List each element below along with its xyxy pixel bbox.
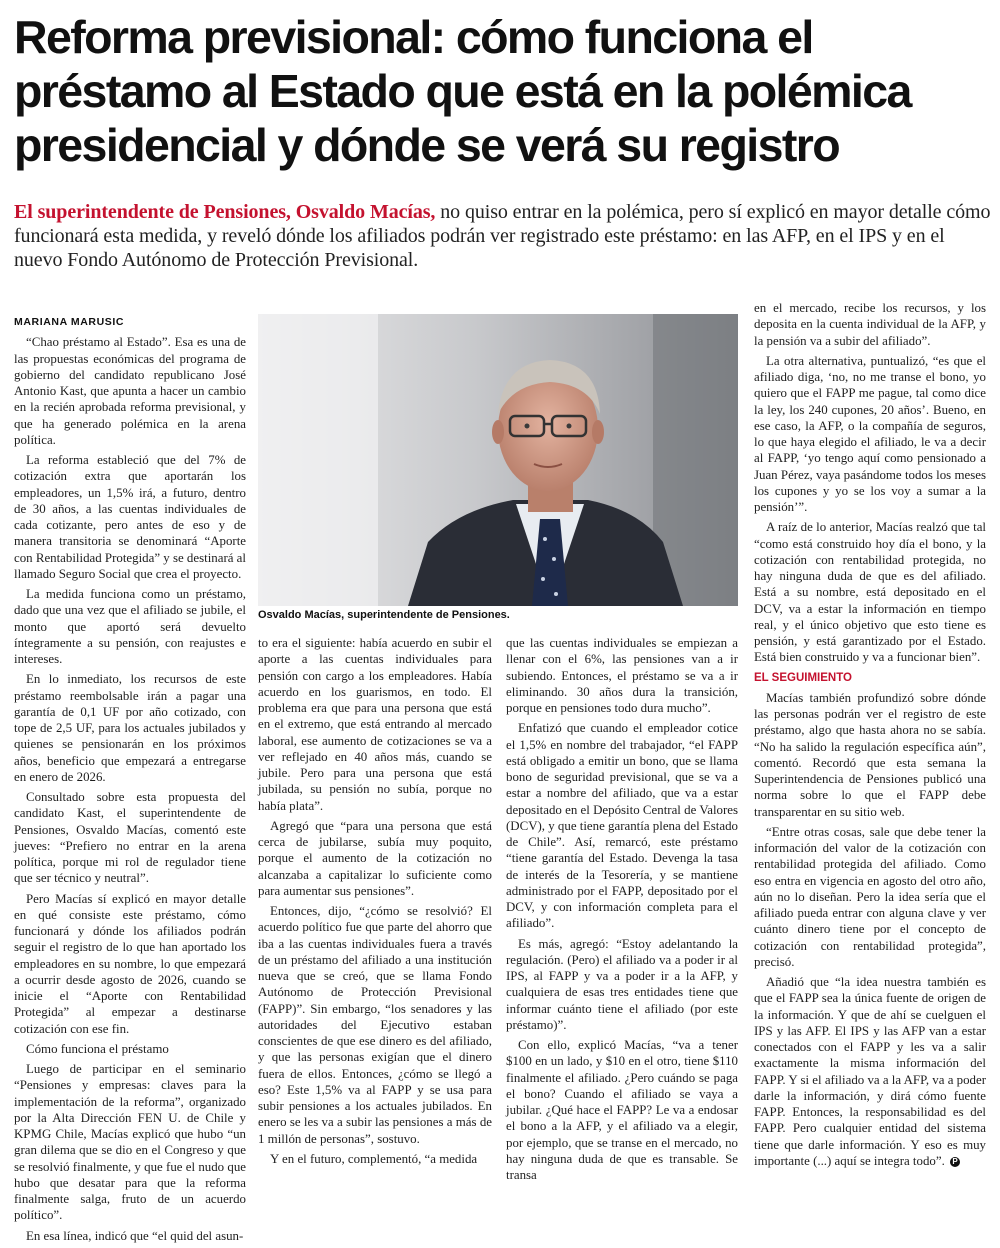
paragraph: Macías también profundizó sobre dónde las personas podrán ver el registro de este préstamo, algo que hasta ahora no se sabía. “No ha salido la regulación específica aún”, comentó. Recordó que esta semana la Superintendencia de Pensiones publicó una norma sobre lo que el FAPP debe transparentar en su sitio web. — [754, 690, 986, 819]
paragraph: Es más, agregó: “Estoy adelantando la regulación. (Pero) el afiliado va a poder ir al IPS, al FAPP y va a poder ir a la AFP, y cualquiera de esas tres entidades tiene que informar cuánto tiene el afiliado (por este préstamo)”. — [506, 936, 738, 1032]
paragraph-text: Añadió que “la idea nuestra también es que el FAPP sea la única fuente de origen de la información. Y que de ahí se cuelguen el IPS y las AFP. El IPS y las AFP van a estar conectados con el FAPP y les va a salir exactamente la misma información del FAPP. Y si el afiliado va a la AFP, va a poder darle la información, y dirá cómo fuente FAPP. Entonces, la responsabilidad es del FAPP. Pero cualquier entidad del sistema tiene que darle información. Y eso es muy importante (...) aquí se integra todo”. — [754, 975, 986, 1168]
paragraph: Enfatizó que cuando el empleador cotice el 1,5% en nombre del trabajador, “el FAPP está obligado a emitir un bono, que se llama bono de seguridad previsional, que se va a estar a nombre del afiliado, que va a estar depositado en el Depósito Central de Valores (DCV), y que tiene garantía plena del Estado de Chile”. Así, remarcó, este préstamo “tiene garantía del Estado. Devenga la tasa de interés de la Tesorería, y se mantiene administrado por el FAPP, depositado por el DCV, y con información completa para el afiliado”. — [506, 721, 738, 931]
paragraph: Agregó que “para una persona que está cerca de jubilarse, subía muy poquito, porque el aumento de la cotización no alcanzaba a capitalizar lo suficiente como para aumentar sus pensiones”. — [258, 818, 492, 898]
paragraph: La reforma estableció que del 7% de cotización extra que aportarán los empleadores, un 1,5% irá, a futuro, dentro de 30 años, a las cuentas individuales de cada cotizante, pero antes de eso y de manera transitoria se denominará “Aporte con Rentabilidad Protegida” y se destinará al llamado Seguro Social que crea el proyecto. — [14, 453, 246, 581]
paragraph: “Chao préstamo al Estado”. Esa es una de las propuestas económicas del programa de gobierno del candidato republicano José Antonio Kast, que apunta a hacer un cambio en la recién aprobada reforma previsional, y que ha generado polémica en la arena política. — [14, 335, 246, 447]
deck-text: no quiso entrar en la polémica, pero sí explicó en mayor detalle cómo funcionará esta medida, y reveló dónde los afiliados podrán ver registrado este préstamo: en las AFP, en el IPS y en el nuevo Fondo Autónomo de Protección Previsional. — [14, 201, 991, 271]
photo-caption: Osvaldo Macías, superintendente de Pensiones. — [258, 609, 510, 621]
paragraph: Pero Macías sí explicó en mayor detalle en qué consiste este préstamo, cómo funcionará y dónde los afiliados podrán seguir el registro de lo que han aportado los empleadores en su nombre, lo que empezará a ocurrir desde agosto de 2026, cuando se inicie el “Aporte con Rentabilidad Protegida” al empezar a destinarse cotización con ese fin. — [14, 891, 246, 1036]
portrait-photo — [258, 314, 738, 606]
column-3 — [506, 635, 738, 1187]
column-2 — [258, 635, 492, 1171]
paragraph: en el mercado, recibe los recursos, y los deposita en la cuenta individual de la AFP, y la pensión va a subir del afiliado”. — [754, 301, 986, 348]
end-mark-icon: P — [950, 1157, 960, 1167]
paragraph: to era el siguiente: había acuerdo en subir el aporte a las cuentas individuales para pensión con cargo a los empleadores. Había acuerdo en los guarismos, en todo. El problema era que para una persona que está en el extremo, que está entrando al mercado laboral, ese aumento de cotizaciones se va a ver reflejado en 40 años más, cuando se jubile. Pero para una persona que está jubilada, su pensión no subía, porque no había plata”. — [258, 636, 492, 813]
paragraph: En lo inmediato, los recursos de este préstamo reembolsable irán a pagar una garantía de 0,1 UF por año cotizado, con tope de 2,5 UF, para los actuales jubilados y quienes se pensionarán en los próximos años, beneficio que empezará a entregarse en enero de 2026. — [14, 672, 246, 784]
portrait-illustration — [258, 314, 738, 606]
paragraph: Consultado sobre esta propuesta del candidato Kast, el superintendente de Pensiones, Osvaldo Macías, comentó este jueves: “Prefiero no entrar en la arena política, porque mi rol de regulador tiene que ser técnico y neutral”. — [14, 790, 246, 886]
paragraph: La medida funciona como un préstamo, dado que una vez que el afiliado se jubile, el monto que aportó será devuelto íntegramente a su pensión, con reajustes e intereses. — [14, 587, 246, 666]
paragraph: Luego de participar en el seminario “Pensiones y empresas: claves para la implementación de la reforma”, organizado por la Alta Dirección FEN U. de Chile y KPMG Chile, Macías explicó que hubo “un gran dilema que se dio en el Congreso y que se resolvió finalmente, y que fue el nudo que hubo que desatar para que la reforma finalmente salga, fruto de un acuerdo político”. — [14, 1062, 246, 1223]
byline: MARIANA MARUSIC — [14, 316, 125, 328]
headline: Reforma previsional: cómo funciona el préstamo al Estado que está en la polémica presidencial y dónde se verá su registro — [14, 11, 911, 171]
deck — [14, 200, 994, 272]
paragraph: Entonces, dijo, “¿cómo se resolvió? El acuerdo político fue que parte del ahorro que iba a las cuentas individuales fuera a través de un préstamo del afiliado a una institución nueva que se creó, que se llama Fondo Autónomo de Protección Previsional (FAPP)”. Sin embargo, “los senadores y las autoridades del Ejecutivo estaban conscientes de que ese dinero es del afiliado, y que las personas exigían que el dinero fuera de ellos. Entonces, ¿cómo se llegó a eso? Este 1,5% va al FAPP y se usa para subir pensiones a los actuales jubilados. En enero se les va a subir las pensiones a más de 1 millón de personas”, sostuvo. — [258, 904, 492, 1146]
paragraph: que las cuentas individuales se empiezan a llenar con el 6%, las pensiones van a ir subiendo. Entonces, el préstamo se va a ir eliminando. 30 años dura la transición, porque en pensiones todo dura mucho”. — [506, 636, 738, 715]
paragraph: La otra alternativa, puntualizó, “es que el afiliado diga, ‘no, no me transe el bono, yo quiero que el FAPP me pague, tal como dice la ley, los 240 cupones, 20 años’. Bueno, en ese caso, la AFP, o la compañía de seguros, lo que haya elegido el afiliado, le va a decir al FAPP, ‘yo tengo aquí como pensionado a Juan Pérez, vaya pasándome todos los meses los cupones y yo se los voy a sumar a la pensión’”. — [754, 353, 986, 514]
paragraph: A raíz de lo anterior, Macías realzó que tal “como está construido hoy día el bono, y la cotización con rentabilidad protegida, no hay ninguna duda de que es del afiliado. Está a su nombre, está depositado en el DCV, va a estar la información en tiempo real, y el único objetivo que esto tiene es pensión, y está garantizado por el Estado. Está bien construido y va a funcionar bien”. — [754, 520, 986, 665]
column-4 — [754, 300, 986, 1173]
column-1 — [14, 314, 246, 1248]
paragraph: “Entre otras cosas, sale que debe tener la información del valor de la cotización con rentabilidad protegida del afiliado. Como eso entra en vigencia en agosto del otro año, aún no lo diseñan. Pero la idea sería que el afiliado pueda entrar con alguna clave y ver cuánto dinero tiene por el concepto de cotización con rentabilidad protegida”, precisó. — [754, 824, 986, 969]
deck-highlight: El superintendente de Pensiones, Osvaldo Macías, — [14, 201, 436, 223]
paragraph: Con ello, explicó Macías, “va a tener $100 en un lado, y $10 en el otro, tiene $110 finalmente el afiliado. ¿Pero cuándo se paga el bono? Cuando el afiliado se vaya a jubilar. ¿Qué hace el FAPP? Le va a endosar el bono a la AFP, y el afiliado va a elegir, por ejemplo, que se transe en el mercado, no hay ninguna duda de que es transable. Se transa — [506, 1038, 738, 1182]
paragraph: En esa línea, indicó que “el quid del asun- — [26, 1228, 244, 1243]
inline-subhead: Cómo funciona el préstamo — [26, 1041, 169, 1056]
section-subhead: EL SEGUIMIENTO — [754, 671, 852, 684]
paragraph — [754, 974, 986, 1169]
paragraph: Y en el futuro, complementó, “a medida — [270, 1151, 478, 1166]
